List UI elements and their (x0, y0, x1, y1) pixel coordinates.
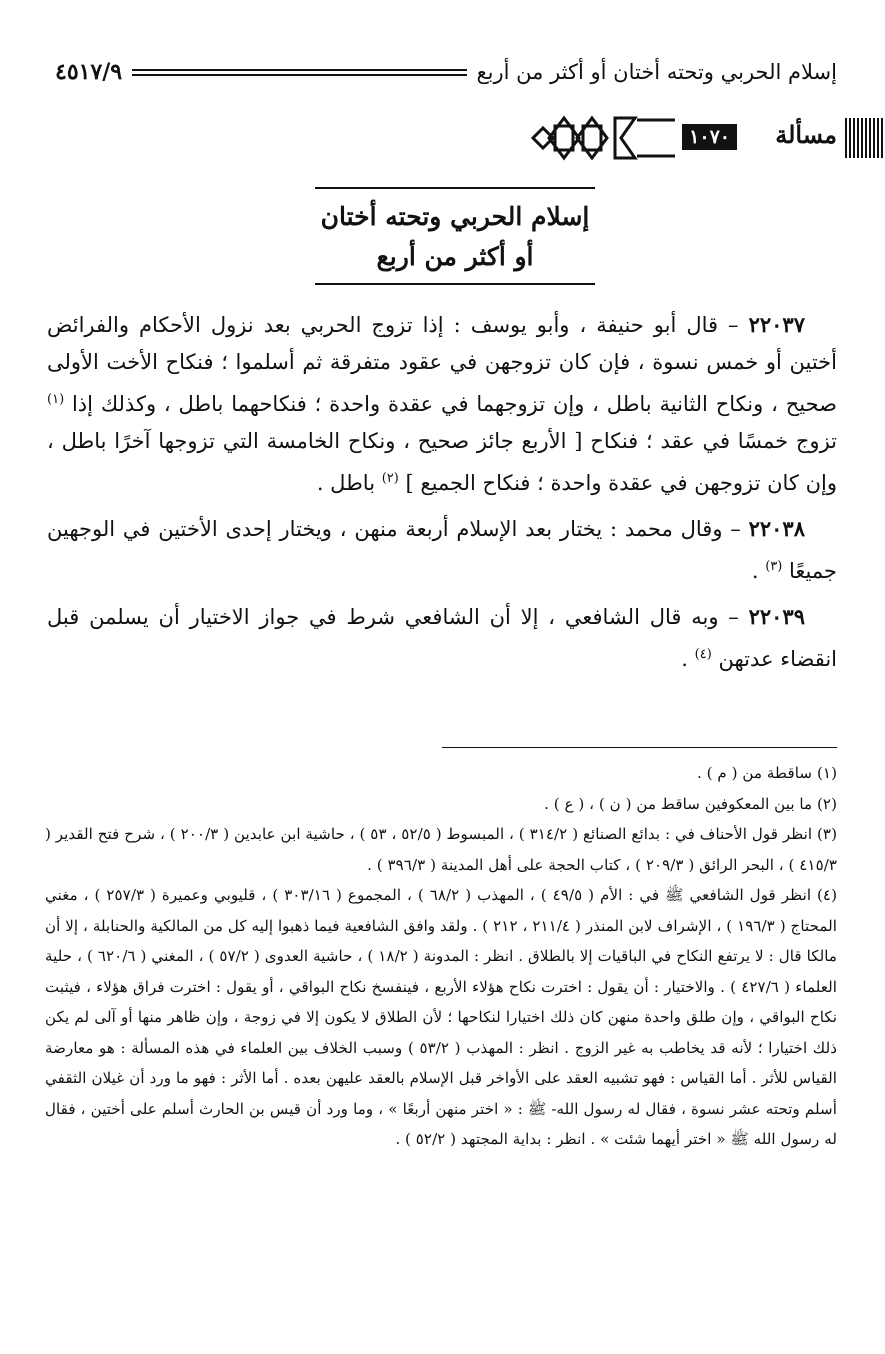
paragraph (47, 598, 837, 678)
paragraph-number: ٢٢٠٣٨ (748, 516, 805, 541)
footnote-marker: (٤) (694, 647, 712, 662)
footnote-marker: (١) (47, 392, 65, 407)
banner-bars-ornament (845, 118, 885, 158)
paragraph-number: ٢٢٠٣٩ (748, 604, 805, 629)
paragraph (47, 306, 837, 502)
footnote: (١) ساقطة من ( م ) . (697, 764, 837, 782)
running-header (55, 52, 837, 92)
footnote-separator (442, 747, 837, 748)
paragraph-text: . (751, 559, 766, 583)
chapter-title (315, 187, 595, 285)
paragraph-text: . (681, 647, 695, 671)
footnote-marker: (٢) (381, 471, 399, 486)
paragraph-text: – قال أبو حنيفة ، وأبو يوسف : إذا تزوج الحربي بعد نزول الأحكام والفرائض أختين أو خمس نسوة ، فإن كان تزوجهن في عقود متفرقة ثم أسلموا ؛ فنكاح الأخت الأولى صحيح ، ونكاح الثانية باطل ، وإن تزوجهما في عقدة واحدة ؛ فنكاحهما باطل ، وكذلك إذا (47, 313, 837, 416)
footnote: (٢) ما بين المعكوفين ساقط من ( ن ) ، ( ع ) . (544, 794, 837, 813)
paragraph-number: ٢٢٠٣٧ (748, 312, 805, 337)
paragraph-text: – وبه قال الشافعي ، إلا أن الشافعي شرط في جواز الاختيار أن يسلمن قبل انقضاء عدتهن (47, 605, 837, 671)
paragraph-text: – وقال محمد : يختار بعد الإسلام أربعة منهن ، ويختار إحدى الأختين في الوجهين جميعًا (47, 517, 837, 583)
title-line-1: إسلام الحربي وتحته أختان (320, 202, 590, 231)
footnote: (٣) انظر قول الأحناف في : بدائع الصنائع ( ٣١٤/٢ ) ، المبسوط ( ٥٢/٥ ، ٥٣ ) ، حاشية ابن عابدين ( ٢٠٠/٣ ) ، شرح فتح القدير ( ٤١٥/٣ ) ، البحر الرائق ( ٢٠٩/٣ ) ، كتاب الحجة على أهل المدينة ( ٣٩٦/٣ ) . (45, 825, 837, 874)
page-number: ٤٥١٧/٩ (55, 59, 123, 85)
masala-number: ١٠٧٠ (682, 124, 737, 150)
paragraph-text: باطل . (316, 471, 382, 495)
masala-label: مسألة (775, 120, 837, 149)
running-title: إسلام الحربي وتحته أختان أو أكثر من أربع (476, 60, 837, 84)
footnotes (45, 758, 837, 1155)
footnote: (٤) انظر قول الشافعي ﷺ في : الأم ( ٤٩/٥ ) ، المهذب ( ٦٨/٢ ) ، المجموع ( ٣٠٣/١٦ ) ، قليوبي وعميرة ( ٢٥٧/٣ ) ، مغني المحتاج ( ١٩٦/٣ ) ، الإشراف لابن المنذر ( ٢١١/٤ ، ٢١٢ ) . ولقد وافق الشافعية فيما ذهبوا إليه كل من المالكية والحنابلة ، إلا أن مالكا قال : لا يرتفع النكاح في الباقيات إلا بالطلاق . انظر : المدونة ( ١٨/٢ ) ، حاشية العدوى ( ٥٧/٢ ) ، المغني ( ٦٢٠/٦ ) ، حلية العلماء ( ٤٢٧/٦ ) . والاختيار : أن يقول : اخترت نكاح هؤلاء الأربع ، فينفسخ نكاح البواقي ، أو يقول : اخترت فراق هؤلاء ، فيثبت نكاح البواقي ، وإن طلق واحدة منهن كان ذلك اختيارا لنكاحها ؛ لأن الطلاق لا يكون إلا في زوجة ، وإن ظاهر منها أو آلى لم يكن ذلك اختيارا ؛ لأنه قد يخاطب به غير الزوج . انظر : المهذب ( ٥٣/٢ ) وسبب الخلاف بين العلماء في هذه المسألة : هو معارضة القياس للأثر . أما القياس : فهو تشبيه العقد على الأواخر قبل الإسلام بالعقد عليهن بعده . أما الأثر : فهو ما ورد أن غيلان الثقفي أسلم وتحته عشر نسوة ، فقال له رسول الله- ﷺ : « اختر منهن أربعًا » ، وما ورد أن قيس بن الحارث أسلم على أختين ، فقال له رسول الله ﷺ « اختر أيهما شئت » . انظر : بداية المجتهد ( ٥٢/٢ ) . (45, 886, 838, 1148)
title-top-rule (315, 187, 595, 189)
paragraph-text: تزوج خمسًا في عقد ؛ فنكاح [ الأربع جائز صحيح ، ونكاح الخامسة التي تزوجها آخرًا باطل ، وإن كان تزوجهن في عقدة واحدة ؛ فنكاح الجميع ] (47, 429, 837, 495)
title-bottom-rule (315, 283, 595, 285)
title-line-2: أو أكثر من أربع (376, 242, 534, 271)
footnote-marker: (٣) (765, 559, 783, 574)
header-rule (132, 69, 466, 76)
main-text (47, 306, 837, 686)
masala-banner (525, 112, 885, 164)
paragraph (47, 510, 837, 590)
banner-ornament-icon (525, 112, 675, 164)
